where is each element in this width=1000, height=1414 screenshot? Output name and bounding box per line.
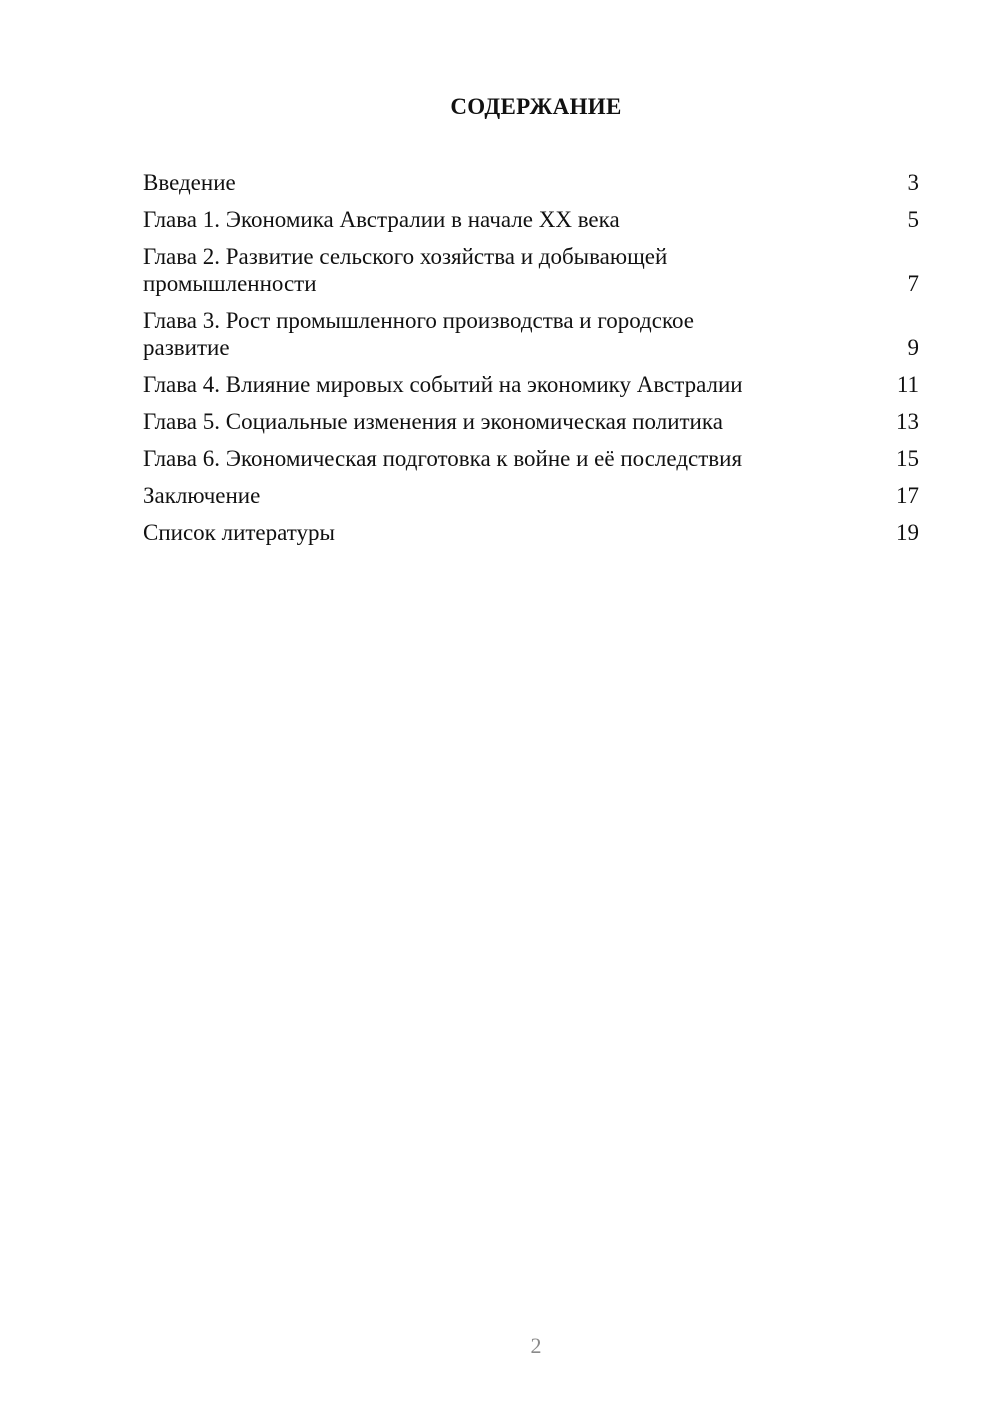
- toc-entry-chapter-6: [143, 445, 919, 472]
- toc-entry-introduction: [143, 169, 919, 196]
- page-number: 2: [530, 1333, 542, 1358]
- toc-entry-page: 19: [896, 520, 919, 545]
- toc-entry-bibliography: [143, 519, 919, 546]
- toc-entry-page: 5: [907, 207, 919, 232]
- toc-entry-chapter-3: [143, 307, 919, 361]
- toc-entry-text: Глава 1. Экономика Австралии в начале XX века: [143, 207, 620, 232]
- toc-entry-text: Глава 5. Социальные изменения и экономическая политика: [143, 409, 723, 434]
- toc-entry-text: Заключение: [143, 483, 261, 508]
- toc-title: СОДЕРЖАНИЕ: [450, 94, 622, 119]
- toc-entry-chapter-5: [143, 408, 919, 435]
- toc-entry-chapter-4: [143, 371, 919, 398]
- toc-entry-text: Список литературы: [143, 520, 335, 545]
- toc-entry-chapter-2: [143, 243, 919, 297]
- toc-entry-text: Глава 6. Экономическая подготовка к войне и её последствия: [143, 446, 743, 471]
- toc-entry-text: Введение: [143, 170, 236, 195]
- toc-entry-chapter-1: [143, 206, 919, 233]
- toc-entry-page: 13: [896, 409, 919, 434]
- toc-entry-page: 9: [907, 335, 919, 360]
- toc-entry-text: Глава 2. Развитие сельского хозяйства и добывающей промышленности: [143, 244, 668, 296]
- toc-entry-conclusion: [143, 482, 919, 509]
- toc-entry-text: Глава 4. Влияние мировых событий на экономику Австралии: [143, 372, 743, 397]
- toc-entry-page: 7: [907, 271, 919, 296]
- toc-entry-page: 17: [896, 483, 919, 508]
- toc-list: [143, 169, 919, 556]
- toc-entry-page: 11: [896, 372, 919, 397]
- toc-entry-page: 3: [907, 170, 919, 195]
- toc-entry-page: 15: [896, 446, 919, 471]
- toc-entry-text: Глава 3. Рост промышленного производства и городское развитие: [143, 308, 694, 360]
